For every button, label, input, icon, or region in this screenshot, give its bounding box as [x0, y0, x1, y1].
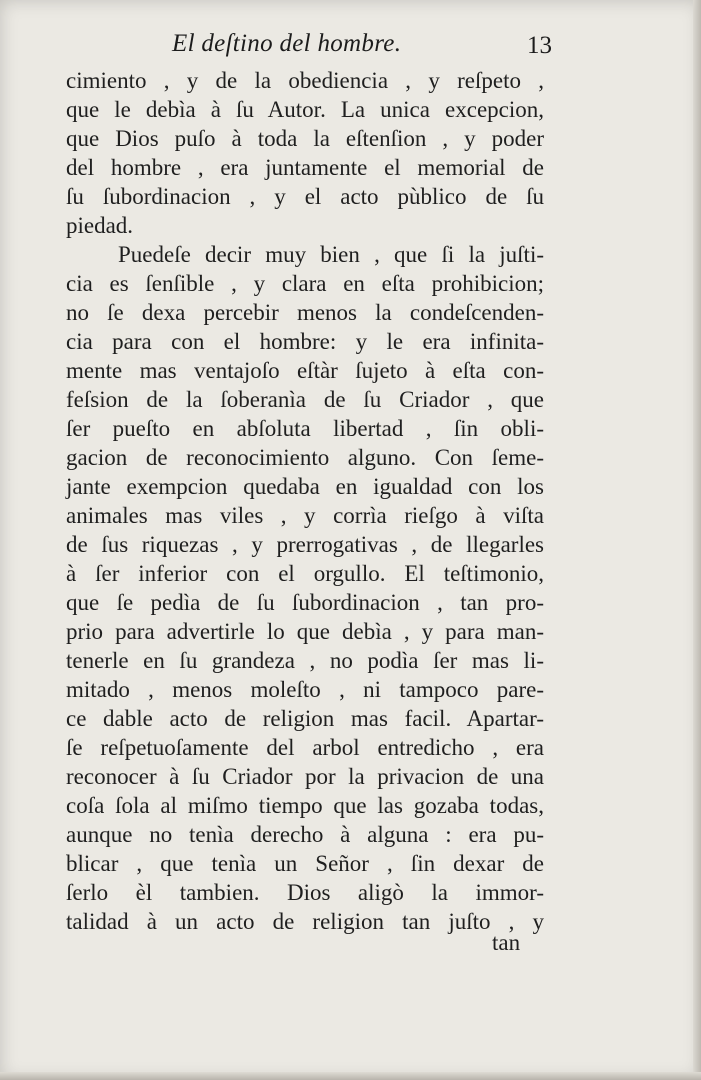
text-line: talidad à un acto de religion tan juſto , y — [66, 909, 544, 934]
text-line: à ſer inferior con el orgullo. El teſtimonio, — [66, 561, 544, 586]
text-line: piedad. — [66, 213, 134, 238]
page-header — [172, 30, 552, 66]
text-line: mente mas ventajoſo eſtàr ſujeto à eſta con- — [66, 358, 544, 383]
text-line: feſsion de la ſoberanìa de ſu Criador , que — [66, 387, 544, 412]
text-line: animales mas viles , y corrìa rieſgo à viſta — [66, 503, 544, 528]
text-line: no ſe dexa percebir menos la condeſcenden- — [66, 300, 544, 325]
text-line: ſerlo èl tambien. Dios aligò la immor- — [66, 880, 544, 905]
text-line: reconocer à ſu Criador por la privacion de una — [66, 764, 544, 789]
catchword: tan — [492, 930, 521, 955]
text-line: ſu ſubordinacion , y el acto pùblico de ſu — [66, 184, 544, 209]
text-line: de ſus riquezas , y prerrogativas , de llegarles — [66, 532, 544, 557]
text-line: del hombre , era juntamente el memorial de — [66, 155, 544, 180]
text-line: ce dable acto de religion mas facil. Apartar- — [66, 706, 544, 731]
text-line: blicar , que tenìa un Señor , ſin dexar de — [66, 851, 544, 876]
text-line: prio para advertirle lo que debìa , y para man- — [66, 619, 544, 644]
text-line: jante exempcion quedaba en igualdad con los — [66, 474, 544, 499]
text-line: ſe reſpetuoſamente del arbol entredicho , era — [66, 735, 544, 760]
page-edge-bottom — [0, 1072, 701, 1080]
page-number: 13 — [527, 32, 552, 59]
text-line: cia para con el hombre: y le era infinita- — [66, 329, 544, 354]
text-line: mitado , menos moleſto , ni tampoco pare- — [66, 677, 544, 702]
text-line: coſa ſola al miſmo tiempo que las gozaba todas, — [66, 793, 544, 818]
text-line: gacion de reconocimiento alguno. Con ſeme- — [66, 445, 544, 470]
text-line: que ſe pedìa de ſu ſubordinacion , tan pro- — [66, 590, 544, 615]
text-line: cia es ſenſible , y clara en eſta prohibicion; — [66, 271, 544, 296]
text-line: cimiento , y de la obediencia , y reſpeto , — [66, 68, 544, 93]
text-line: que le debìa à ſu Autor. La unica excepcion, — [66, 97, 544, 122]
text-line: ſer pueſto en abſoluta libertad , ſin obli- — [66, 416, 544, 441]
text-line: Puedeſe decir muy bien , que ſi la juſti- — [118, 242, 544, 267]
running-title: El deſtino del hombre. — [172, 30, 402, 57]
text-line: aunque no tenìa derecho à alguna : era pu- — [66, 822, 544, 847]
text-line: tenerle en ſu grandeza , no podìa ſer mas li- — [66, 648, 544, 673]
text-line: que Dios puſo à toda la eſtenſion , y poder — [66, 126, 544, 151]
page-edge-right — [693, 0, 701, 1080]
body-text — [66, 66, 544, 936]
